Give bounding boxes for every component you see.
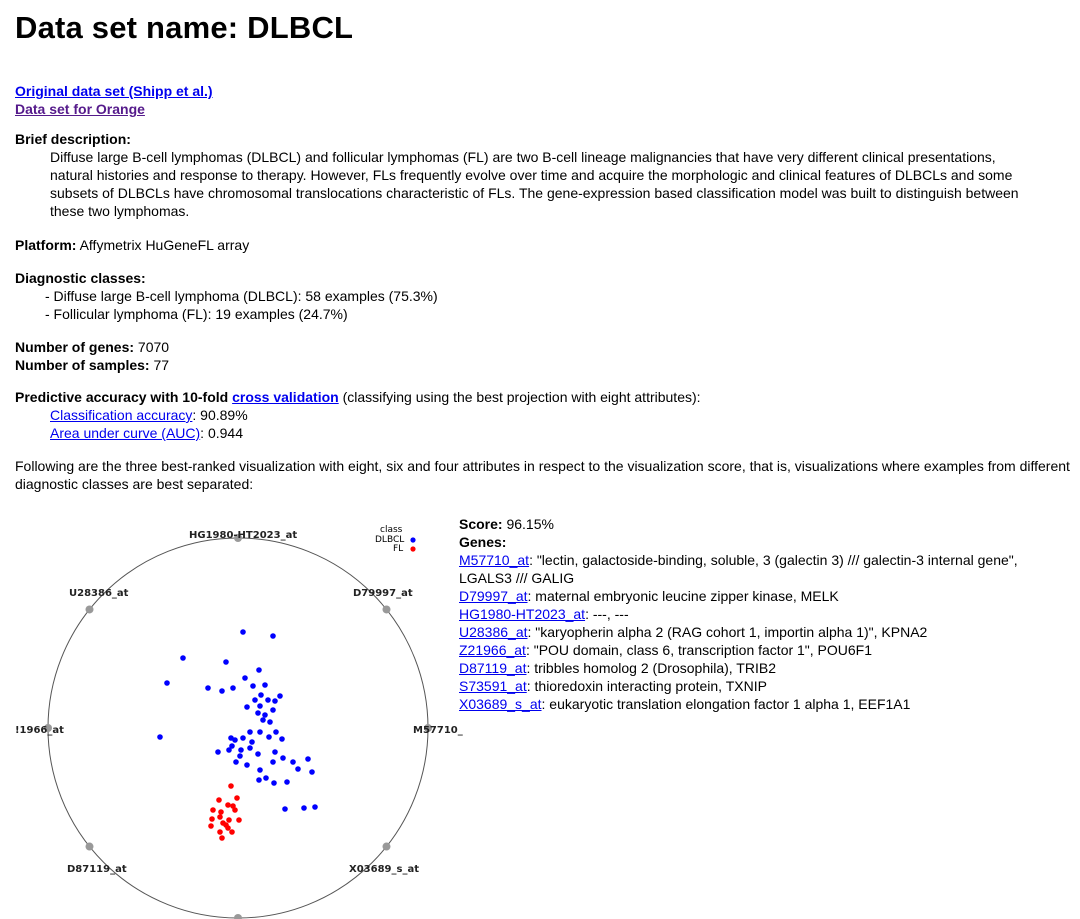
data-point-dlbcl xyxy=(295,766,301,772)
data-point-fl xyxy=(223,822,229,828)
gene-link[interactable]: Z21966_at xyxy=(459,642,526,658)
data-point-dlbcl xyxy=(255,710,261,716)
classification-accuracy-link[interactable]: Classification accuracy xyxy=(50,407,193,423)
data-point-dlbcl xyxy=(215,749,221,755)
data-point-fl xyxy=(217,814,223,820)
gene-description: : tribbles homolog 2 (Drosophila), TRIB2 xyxy=(526,660,776,676)
page-title: Data set name: DLBCL xyxy=(15,10,354,45)
data-point-dlbcl xyxy=(270,633,276,639)
data-point-dlbcl xyxy=(257,729,263,735)
data-point-dlbcl xyxy=(271,780,277,786)
data-point-fl xyxy=(210,807,216,813)
visualization-details xyxy=(459,515,1074,713)
data-point-dlbcl xyxy=(205,685,211,691)
samples-count-label: Number of samples: xyxy=(15,357,150,373)
data-point-dlbcl xyxy=(232,737,238,743)
gene-row xyxy=(459,659,1074,677)
gene-link[interactable]: X03689_s_at xyxy=(459,696,542,712)
data-point-dlbcl xyxy=(244,704,250,710)
data-point-dlbcl xyxy=(305,756,311,762)
data-point-dlbcl xyxy=(233,759,239,765)
data-point-dlbcl xyxy=(265,697,271,703)
data-point-dlbcl xyxy=(164,680,170,686)
legend-item-dlbcl: DLBCL xyxy=(375,535,405,545)
axis-label-m57710: M57710_ xyxy=(413,725,463,736)
platform xyxy=(15,236,249,254)
data-point-dlbcl xyxy=(279,736,285,742)
data-point-dlbcl xyxy=(240,629,246,635)
data-point-dlbcl xyxy=(157,734,163,740)
diagnostic-classes xyxy=(15,269,438,323)
gene-link[interactable]: U28386_at xyxy=(459,624,528,640)
data-point-dlbcl xyxy=(230,685,236,691)
radviz-visualization xyxy=(15,510,463,919)
data-point-dlbcl xyxy=(180,655,186,661)
data-point-dlbcl xyxy=(280,755,286,761)
data-point-dlbcl xyxy=(229,743,235,749)
data-point-fl xyxy=(209,816,215,822)
data-point-dlbcl xyxy=(219,688,225,694)
data-point-fl xyxy=(234,795,240,801)
data-point-dlbcl xyxy=(270,759,276,765)
visualization-intro: Following are the three best-ranked visualization with eight, six and four attributes in respect to the visualization score, that is, visualizations where examples from different diagnostic classes are best separated: xyxy=(15,458,1070,492)
data-point-dlbcl xyxy=(272,698,278,704)
data-point-dlbcl xyxy=(270,707,276,713)
platform-label: Platform: xyxy=(15,237,77,253)
data-point-dlbcl xyxy=(257,703,263,709)
anchor-marker xyxy=(382,605,390,613)
genes-count-label: Number of genes: xyxy=(15,339,135,355)
data-point-fl xyxy=(236,817,242,823)
axis-label-d79997: D79997_at xyxy=(353,588,413,599)
gene-link[interactable]: S73591_at xyxy=(459,678,527,694)
data-point-dlbcl xyxy=(267,719,273,725)
data-point-dlbcl xyxy=(258,692,264,698)
gene-list xyxy=(459,551,1074,713)
accuracy-suffix: (classifying using the best projection with eight attributes): xyxy=(342,389,701,405)
axis-label-hg1980: HG1980-HT2023_at xyxy=(189,530,298,541)
data-point-fl xyxy=(217,829,223,835)
data-point-fl xyxy=(218,809,224,815)
gene-description: : "lectin, galactoside-binding, soluble, 3 (galectin 3) /// galectin-3 internal gene", LGALS3 /// GALIG xyxy=(459,552,1018,586)
orange-dataset-link[interactable]: Data set for Orange xyxy=(15,101,145,117)
dataset-links xyxy=(15,82,213,118)
axis-label-z21966: !1966_at xyxy=(15,725,64,736)
gene-row xyxy=(459,641,1074,659)
plot-legend xyxy=(375,525,416,554)
data-point-dlbcl xyxy=(262,712,268,718)
gene-description: : eukaryotic translation elongation factor 1 alpha 1, EEF1A1 xyxy=(541,696,911,712)
legend-item-fl: FL xyxy=(393,544,404,554)
data-point-dlbcl xyxy=(272,749,278,755)
data-point-dlbcl xyxy=(255,751,261,757)
score-value: 96.15% xyxy=(506,516,554,532)
data-point-dlbcl xyxy=(238,747,244,753)
gene-description: : "karyopherin alpha 2 (RAG cohort 1, importin alpha 1)", KPNA2 xyxy=(527,624,928,640)
gene-description: : thioredoxin interacting protein, TXNIP xyxy=(526,678,767,694)
gene-row xyxy=(459,587,1074,605)
data-point-dlbcl xyxy=(244,762,250,768)
data-point-dlbcl xyxy=(277,693,283,699)
data-point-fl xyxy=(225,802,231,808)
data-point-dlbcl xyxy=(240,735,246,741)
anchor-marker xyxy=(234,914,242,919)
data-point-dlbcl xyxy=(263,775,269,781)
platform-value: Affymetrix HuGeneFL array xyxy=(79,237,250,253)
data-point-dlbcl xyxy=(284,779,290,785)
anchor-marker xyxy=(86,843,94,851)
data-point-dlbcl xyxy=(257,767,263,773)
brief-description-label: Brief description: xyxy=(15,131,131,147)
gene-link[interactable]: M57710_at xyxy=(459,552,530,568)
diagnostic-class-item: - Diffuse large B-cell lymphoma (DLBCL): 58 examples (75.3%) xyxy=(45,288,438,304)
diagnostic-class-item: - Follicular lymphoma (FL): 19 examples (24.7%) xyxy=(45,306,348,322)
classification-accuracy-value: : 90.89% xyxy=(192,407,248,423)
gene-row xyxy=(459,677,1074,695)
gene-link[interactable]: D79997_at xyxy=(459,588,528,604)
predictive-accuracy xyxy=(15,388,701,442)
genes-count-value: 7070 xyxy=(137,339,170,355)
data-point-dlbcl xyxy=(256,667,262,673)
data-point-fl xyxy=(229,829,235,835)
legend-marker-dlbcl xyxy=(410,537,415,542)
data-point-fl xyxy=(219,835,225,841)
genes-label: Genes: xyxy=(459,534,507,550)
data-point-fl xyxy=(208,823,214,829)
data-point-dlbcl xyxy=(273,729,279,735)
data-point-dlbcl xyxy=(309,769,315,775)
data-point-dlbcl xyxy=(250,683,256,689)
gene-row xyxy=(459,623,1074,641)
cross-validation-link[interactable]: cross validation xyxy=(232,389,339,405)
data-point-fl xyxy=(226,817,232,823)
axis-label-u28386: U28386_at xyxy=(69,588,129,599)
brief-description-text: Diffuse large B-cell lymphomas (DLBCL) and follicular lymphomas (FL) are two B-cell lineage malignancies that have very different clinical presentations, natural histories and response to therapy. However, FLs frequently evolve over time and acquire the morphologic and clinical features of DLBCLs and some subsets of DLBCLs have chromosomal translocations characteristic of FLs. The gene-expression based classification model was built to distinguish between these two lymphomas. xyxy=(50,149,1019,219)
auc-link[interactable]: Area under curve (AUC) xyxy=(50,425,201,441)
legend-marker-fl xyxy=(410,546,415,551)
data-point-fl xyxy=(230,803,236,809)
gene-row xyxy=(459,605,1074,623)
samples-count-value: 77 xyxy=(153,357,170,373)
data-point-dlbcl xyxy=(260,717,266,723)
gene-row xyxy=(459,551,1074,587)
counts xyxy=(15,338,169,374)
data-point-dlbcl xyxy=(312,804,318,810)
data-point-dlbcl xyxy=(290,759,296,765)
data-point-dlbcl xyxy=(237,753,243,759)
data-point-fl xyxy=(216,797,222,803)
gene-row xyxy=(459,695,1074,713)
anchor-marker xyxy=(382,843,390,851)
gene-link[interactable]: HG1980-HT2023_at xyxy=(459,606,586,622)
radviz-plot xyxy=(15,510,463,919)
data-point-fl xyxy=(228,783,234,789)
axis-label-x03689: X03689_s_at xyxy=(349,864,419,875)
axis-label-d87119: D87119_at xyxy=(67,864,127,875)
data-point-dlbcl xyxy=(256,777,262,783)
gene-description: : maternal embryonic leucine zipper kinase, MELK xyxy=(527,588,839,604)
gene-description: : "POU domain, class 6, transcription factor 1", POU6F1 xyxy=(525,642,873,658)
original-dataset-link[interactable]: Original data set (Shipp et al.) xyxy=(15,83,213,99)
auc-value: : 0.944 xyxy=(200,425,243,441)
data-points xyxy=(157,629,318,841)
data-point-dlbcl xyxy=(282,806,288,812)
data-point-dlbcl xyxy=(252,697,258,703)
data-point-dlbcl xyxy=(249,739,255,745)
diagnostic-classes-label: Diagnostic classes: xyxy=(15,270,146,286)
score-label: Score: xyxy=(459,516,503,532)
data-point-dlbcl xyxy=(262,682,268,688)
data-point-dlbcl xyxy=(266,734,272,740)
data-point-dlbcl xyxy=(223,659,229,665)
gene-link[interactable]: D87119_at xyxy=(459,660,527,676)
data-point-dlbcl xyxy=(247,729,253,735)
gene-description: : ---, --- xyxy=(585,606,629,622)
brief-description xyxy=(15,130,1035,220)
data-point-dlbcl xyxy=(247,745,253,751)
anchor-marker xyxy=(86,605,94,613)
data-point-dlbcl xyxy=(301,805,307,811)
accuracy-label: Predictive accuracy with 10-fold xyxy=(15,389,229,405)
legend-title: class xyxy=(380,525,403,535)
data-point-dlbcl xyxy=(242,675,248,681)
